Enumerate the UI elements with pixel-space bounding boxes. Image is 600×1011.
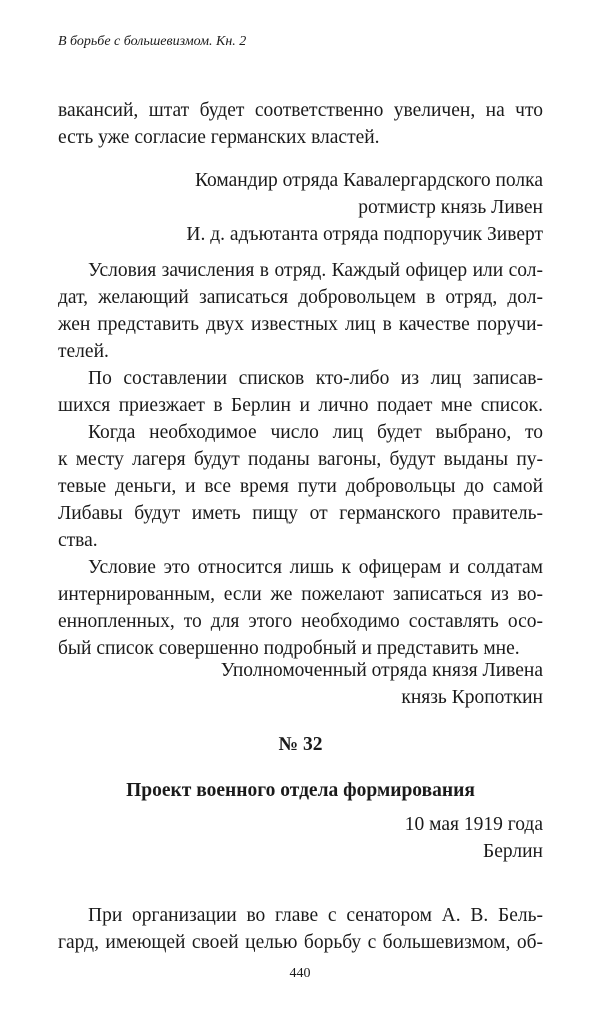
text-line: ства.: [58, 530, 98, 551]
text-line: вакансий, штат будет соответственно увеличен, на что: [58, 100, 543, 121]
text-line: При организации во главе с сенатором А. В. Бель-: [88, 905, 543, 926]
text-line: Условия зачисления в отряд. Каждый офицер или сол-: [88, 260, 543, 281]
signature-line: Уполномоченный отряда князя Ливена: [220, 660, 543, 681]
text-line: бый список совершенно подробный и представить мне.: [58, 638, 520, 659]
document-place: Берлин: [483, 841, 543, 862]
text-line: гард, имеющей своей целью борьбу с большевизмом, об-: [58, 932, 543, 953]
text-line: есть уже согласие германских властей.: [58, 127, 380, 148]
text-line: Когда необходимое число лиц будет выбрано, то: [88, 422, 543, 443]
text-line: дат, желающий записаться добровольцем в отряд, дол-: [58, 287, 543, 308]
signature-line: князь Кропоткин: [401, 687, 543, 708]
text-line: телей.: [58, 341, 109, 362]
text-line: интернированным, если же пожелают записаться из во-: [58, 584, 543, 605]
signature-line: И. д. адъютанта отряда подпоручик Зиверт: [186, 224, 543, 245]
text-line: Условие это относится лишь к офицерам и солдатам: [88, 557, 543, 578]
document-date: 10 мая 1919 года: [404, 814, 543, 835]
text-line: еннопленных, то для этого необходимо составлять осо-: [58, 611, 543, 632]
signature-line: Командир отряда Кавалергардского полка: [194, 170, 543, 191]
text-line: По составлении списков кто-либо из лиц записав-: [88, 368, 543, 389]
signature-line: ротмистр князь Ливен: [358, 197, 543, 218]
page-number: 440: [289, 966, 311, 981]
document-title: Проект военного отдела формирования: [126, 780, 475, 801]
text-line: жен представить двух известных лиц в качестве поручи-: [58, 314, 543, 335]
running-header: В борьбе с большевизмом. Кн. 2: [58, 34, 247, 49]
text-line: шихся приезжает в Берлин и лично подает мне список.: [58, 395, 543, 416]
document-number: № 32: [278, 734, 323, 755]
text-line: к месту лагеря будут поданы вагоны, будут выданы пу-: [58, 449, 543, 470]
text-line: Либавы будут иметь пищу от германского правитель-: [58, 503, 543, 524]
text-line: тевые деньги, и все время пути добровольцы до самой: [58, 476, 543, 497]
